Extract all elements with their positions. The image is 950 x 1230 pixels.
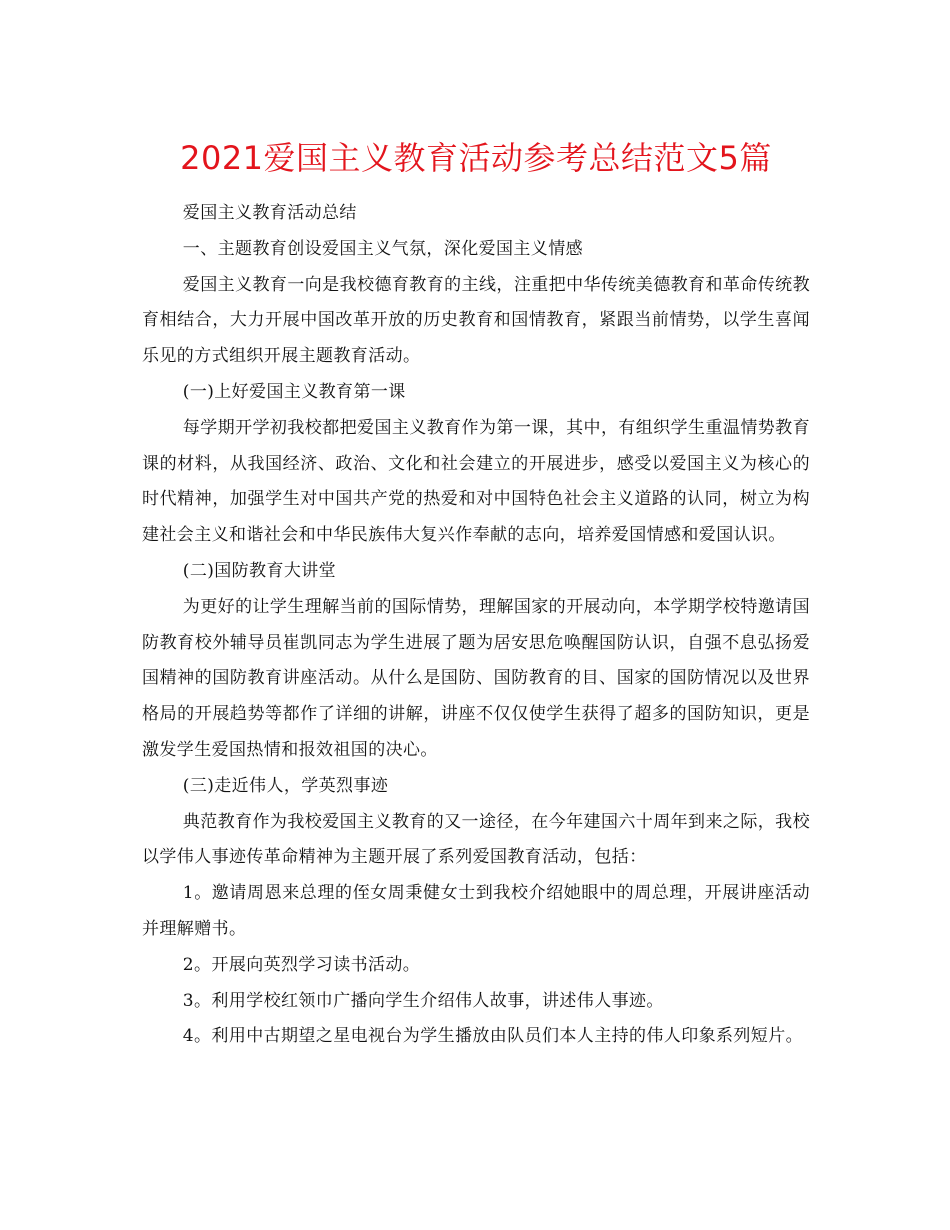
section-subheading: 一、主题教育创设爱国主义气氛，深化爱国主义情感 — [182, 238, 583, 259]
list-item: 1。邀请周恩来总理的侄女周秉健女士到我校介绍她眼中的周总理，开展讲座活动并理解赠书。 — [142, 883, 810, 939]
subsection-heading-1: (一)上好爱国主义教育第一课 — [182, 381, 406, 402]
subsection-heading-3: (三)走近伟人，学英烈事迹 — [182, 775, 389, 796]
list-item: 4。利用中古期望之星电视台为学生播放由队员们本人主持的伟人印象系列短片。 — [182, 1026, 804, 1047]
list-item: 2。开展向英烈学习读书活动。 — [182, 954, 421, 975]
list-item: 3。利用学校红领巾广播向学生介绍伟人故事，讲述伟人事迹。 — [182, 990, 664, 1011]
subsection-heading-2: (二)国防教育大讲堂 — [182, 560, 337, 581]
body-paragraph: 典范教育作为我校爱国主义教育的又一途径，在今年建国六十周年到来之际，我校以学伟人事迹传革命精神为主题开展了系列爱国教育活动，包括： — [142, 811, 810, 868]
body-paragraph: 每学期开学初我校都把爱国主义教育作为第一课，其中，有组织学生重温情势教育课的材料，从我国经济、政治、文化和社会建立的开展进步，感受以爱国主义为核心的时代精神，加强学生对中国共产党的热爱和对中国特色社会主义道路的认同，树立为构建社会主义和谐社会和中华民族伟大复兴作奉献的志向，培养爱国情感和爱国认识。 — [142, 417, 810, 546]
body-paragraph: 爱国主义教育一向是我校德育教育的主线，注重把中华传统美德教育和革命传统教育相结合，大力开展中国改革开放的历史教育和国情教育，紧跟当前情势，以学生喜闻乐见的方式组织开展主题教育活动。 — [142, 274, 810, 367]
section-heading: 爱国主义教育活动总结 — [182, 203, 357, 223]
body-paragraph: 为更好的让学生理解当前的国际情势，理解国家的开展动向，本学期学校特邀请国防教育校外辅导员崔凯同志为学生进展了题为居安思危唤醒国防认识，自强不息弘扬爱国精神的国防教育讲座活动。从什么是国防、国防教育的目、国家的国防情况以及世界格局的开展趋势等都作了详细的讲解，讲座不仅仅使学生获得了超多的国防知识，更是激发学生爱国热情和报效祖国的决心。 — [142, 596, 810, 760]
document-title: 2021爱国主义教育活动参考总结范文5篇 — [180, 139, 772, 177]
